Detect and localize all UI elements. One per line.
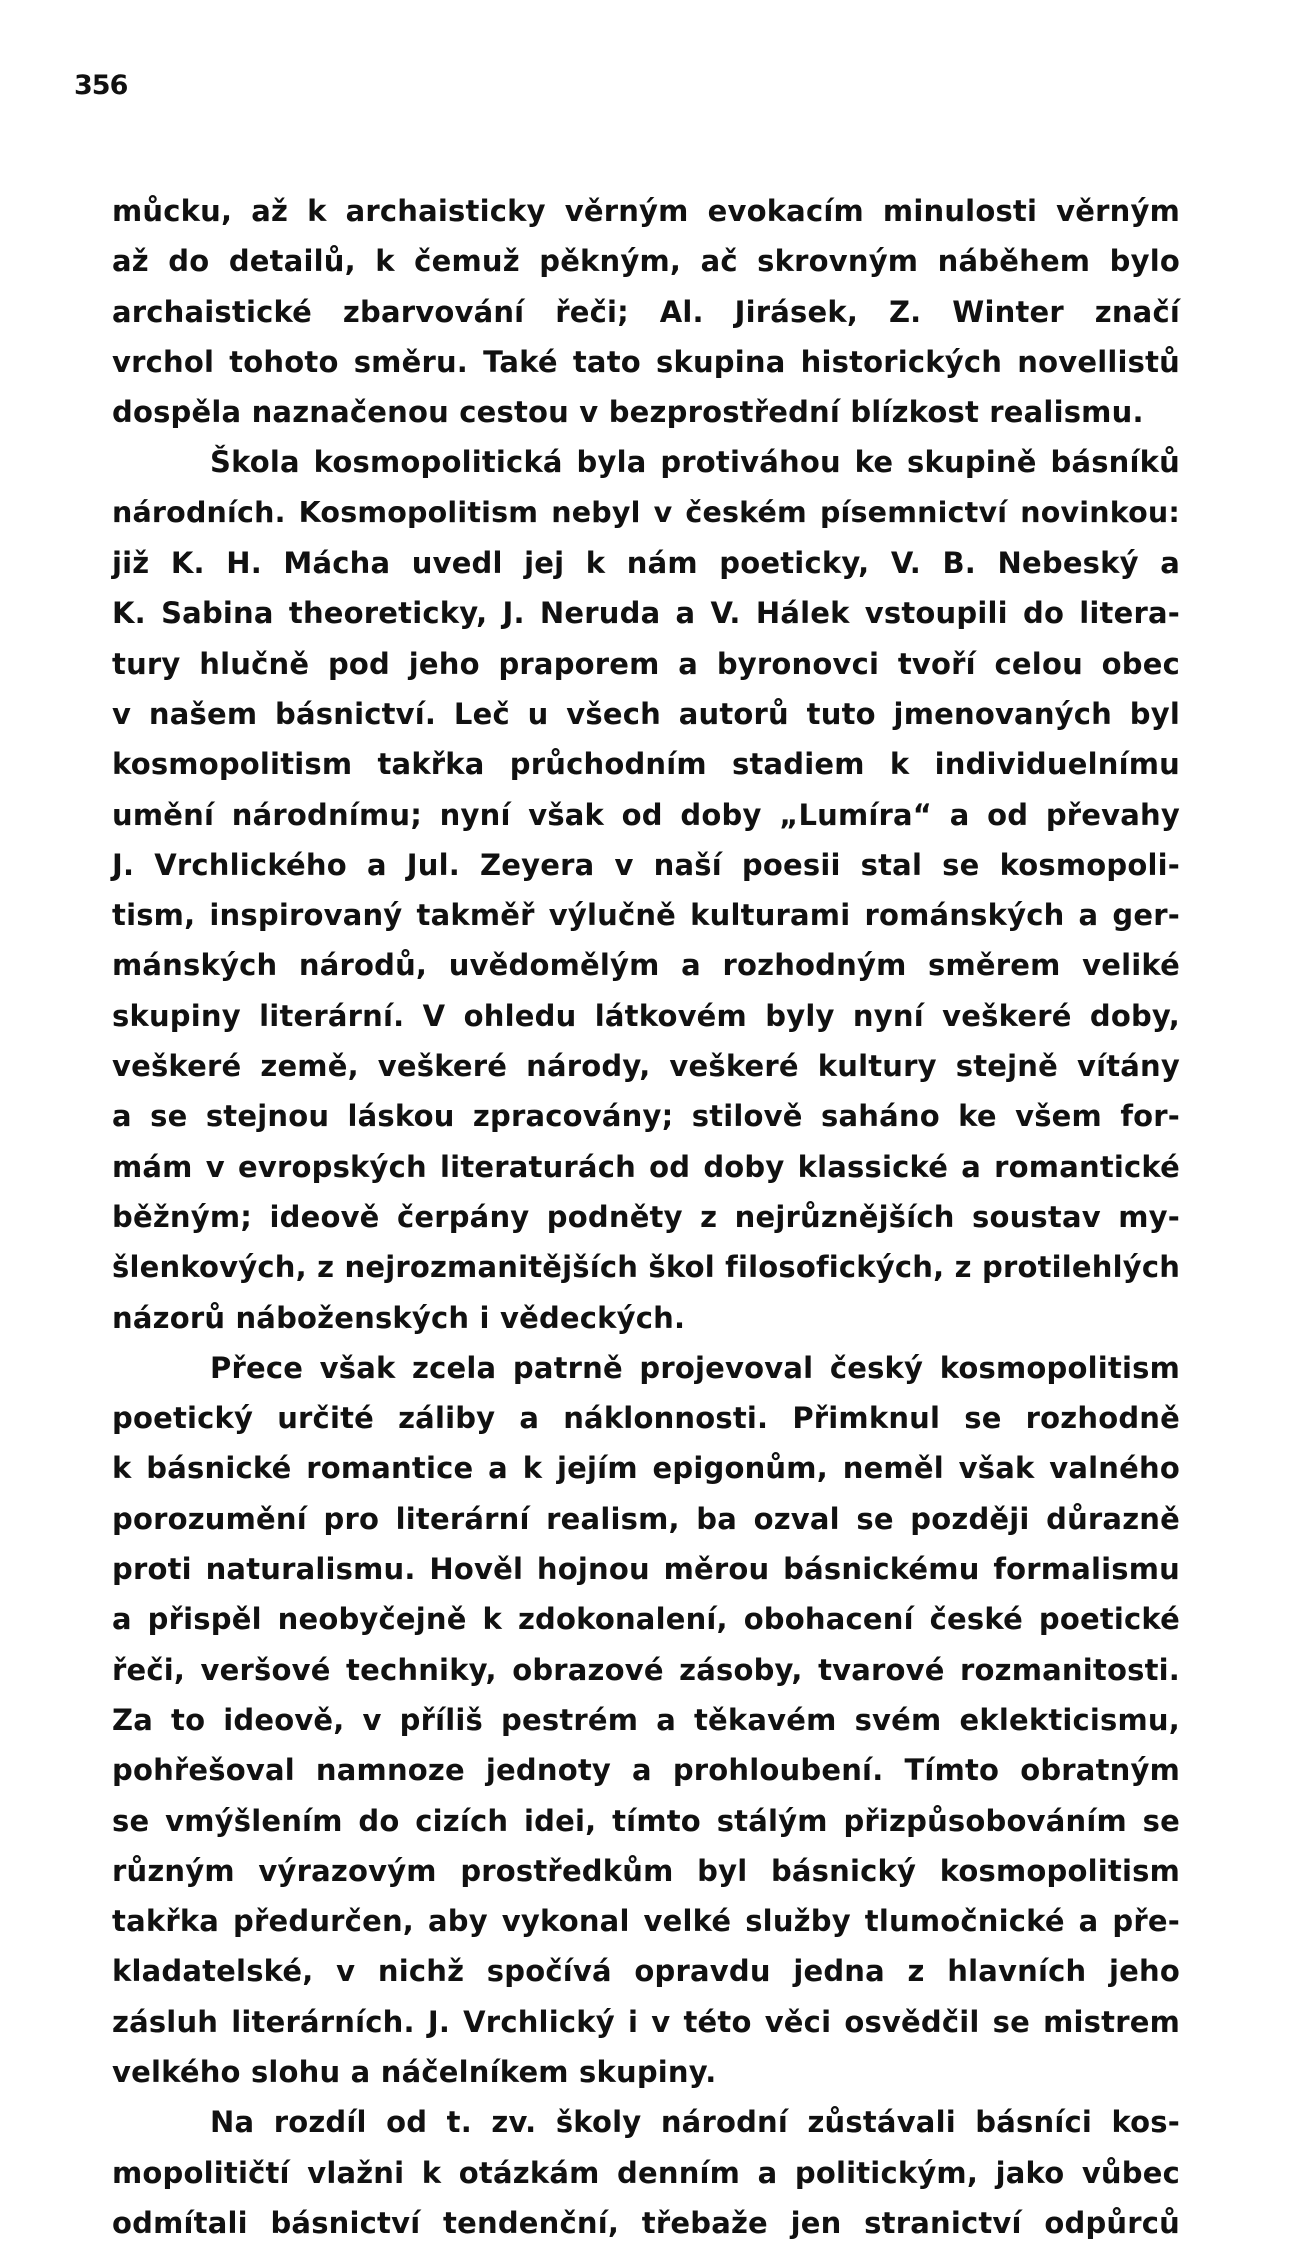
- text-line: poetický určité záliby a náklonnosti. Přimknul se rozhodně: [112, 1401, 1180, 1436]
- text-line: mánských národů, uvědomělým a rozhodným směrem veliké: [112, 948, 1180, 983]
- text-line: se vmýšlením do cizích idei, tímto stálým přizpůsobováním se: [112, 1803, 1180, 1838]
- text-line: tury hlučně pod jeho praporem a byronovci tvoří celou obec: [112, 646, 1180, 681]
- text-line: Na rozdíl od t. zv. školy národní zůstávali básníci kos-: [210, 2105, 1180, 2140]
- text-line: řeči, veršové techniky, obrazové zásoby, tvarové rozmanitosti.: [112, 1652, 1180, 1687]
- text-line: Přece však zcela patrně projevoval český kosmopolitism: [210, 1350, 1180, 1385]
- text-line: kosmopolitism takřka průchodním stadiem k individuelnímu: [112, 747, 1180, 782]
- text-line: různým výrazovým prostředkům byl básnický kosmopolitism: [112, 1853, 1180, 1888]
- text-line: názorů náboženských i vědeckých.: [112, 1300, 686, 1335]
- text-line: Škola kosmopolitická byla protiváhou ke skupině básníků: [210, 445, 1180, 480]
- text-line: již K. H. Mácha uvedl jej k nám poeticky, V. B. Nebeský a: [112, 546, 1180, 581]
- text-line: dospěla naznačenou cestou v bezprostřední blízkost realismu.: [112, 395, 1144, 430]
- text-line: můcku, až k archaisticky věrným evokacím minulosti věrným: [112, 194, 1180, 228]
- text-line: odmítali básnictví tendenční, třebaže jen stranictví odpůrců: [112, 2205, 1180, 2240]
- text-line: mám v evropských literaturách od doby klassické a romantické: [112, 1149, 1180, 1184]
- text-line: kladatelské, v nichž spočívá opravdu jedna z hlavních jeho: [112, 1954, 1180, 1989]
- text-line: velkého slohu a náčelníkem skupiny.: [112, 2054, 717, 2089]
- text-line: J. Vrchlického a Jul. Zeyera v naší poesii stal se kosmopoli-: [112, 847, 1180, 882]
- text-line: mopolitičtí vlažni k otázkám denním a politickým, jako vůbec: [112, 2155, 1180, 2190]
- text-line: pohřešoval namnoze jednoty a prohloubení. Tímto obratným: [112, 1753, 1180, 1788]
- text-line: vrchol tohoto směru. Také tato skupina historických novellistů: [112, 344, 1180, 379]
- text-line: šlenkových, z nejrozmanitějších škol filosofických, z protilehlých: [112, 1250, 1181, 1285]
- text-line: archaistické zbarvování řeči; Al. Jirásek, Z. Winter značí: [112, 294, 1180, 329]
- text-line: zásluh literárních. J. Vrchlický i v této věci osvědčil se mistrem: [112, 2004, 1180, 2039]
- text-line: porozumění pro literární realism, ba ozval se později důrazně: [112, 1501, 1180, 1536]
- page-number: 356: [74, 70, 128, 101]
- text-line: národních. Kosmopolitism nebyl v českém písemnictví novinkou:: [112, 495, 1180, 529]
- text-line: a se stejnou láskou zpracovány; stilově saháno ke všem for-: [112, 1099, 1180, 1134]
- text-line: v našem básnictví. Leč u všech autorů tuto jmenovaných byl: [112, 696, 1180, 731]
- text-line: takřka předurčen, aby vykonal velké služby tlumočnické a pře-: [112, 1904, 1180, 1939]
- text-line: umění národnímu; nyní však od doby „Lumíra“ a od převahy: [112, 797, 1180, 832]
- text-line: až do detailů, k čemuž pěkným, ač skrovným náběhem bylo: [112, 244, 1180, 279]
- text-line: běžným; ideově čerpány podněty z nejrůznějších soustav my-: [112, 1199, 1180, 1234]
- text-line: tism, inspirovaný takměř výlučně kulturami románských a ger-: [112, 898, 1180, 933]
- text-line: proti naturalismu. Hověl hojnou měrou básnickému formalismu: [112, 1552, 1180, 1587]
- text-line: K. Sabina theoreticky, J. Neruda a V. Hálek vstoupili do litera-: [112, 596, 1180, 631]
- text-line: Za to ideově, v příliš pestrém a těkavém svém eklekticismu,: [112, 1702, 1180, 1737]
- text-line: skupiny literární. V ohledu látkovém byly nyní veškeré doby,: [112, 998, 1180, 1033]
- text-line: veškeré země, veškeré národy, veškeré kultury stejně vítány: [112, 1049, 1180, 1084]
- text-line: k básnické romantice a k jejím epigonům, neměl však valného: [112, 1451, 1180, 1486]
- body-text: [112, 186, 1180, 2248]
- text-line: a přispěl neobyčejně k zdokonalení, obohacení české poetické: [112, 1602, 1180, 1637]
